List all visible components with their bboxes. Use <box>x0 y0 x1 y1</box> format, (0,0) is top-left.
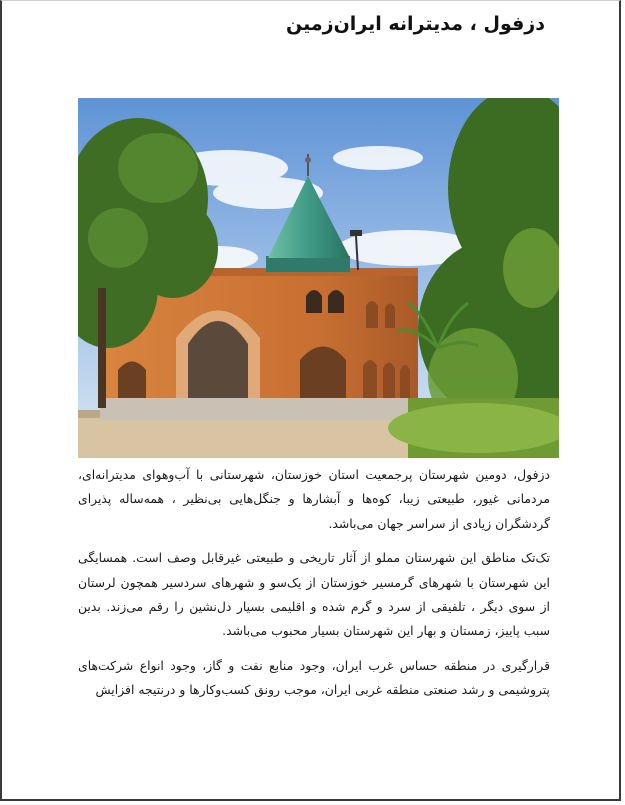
shrine-photo <box>78 98 559 458</box>
page-title: دزفول ، مدیترانه ایران‌زمین <box>286 13 545 35</box>
paragraph-1: دزفول، دومین شهرستان پرجمعیت استان خوزستان، شهرستانی با آب‌وهوای مدیترانه‌ای، مردمانی غیور، طبیعتی زیبا، کوه‌ها و آبشارها و جنگل‌هایی بی‌نظیر ، همه‌ساله پذیرای گردشگران زیادی از سراسر جهان می‌باشد. <box>78 467 550 531</box>
article-body <box>78 463 550 713</box>
paragraph-2: تک‌تک مناطق این شهرستان مملو از آثار تاریخی و طبیعتی غیرقابل وصف است. همسایگی این شهرستان با شهرهای گرمسیر خوزستان از یک‌سو و شهرهای سردسیر همچون لرستان از سوی دیگر ، تلفیقی از سرد و گرم شده و اقلیمی بسیار دل‌نشین را رقم می‌زند. بدین سبب پاییز، زمستان و بهار این شهرستان بسیار محبوب می‌باشد. <box>78 550 550 639</box>
paragraph-3: قرارگیری در منطقه حساس غرب ایران، وجود منابع نفت و گاز، وجود انواع شرکت‌های پتروشیمی و رشد صنعتی منطقه غربی ایران، موجب رونق کسب‌وکارها و درنتیجه افزایش <box>78 657 550 698</box>
shrine-illustration <box>78 98 559 458</box>
